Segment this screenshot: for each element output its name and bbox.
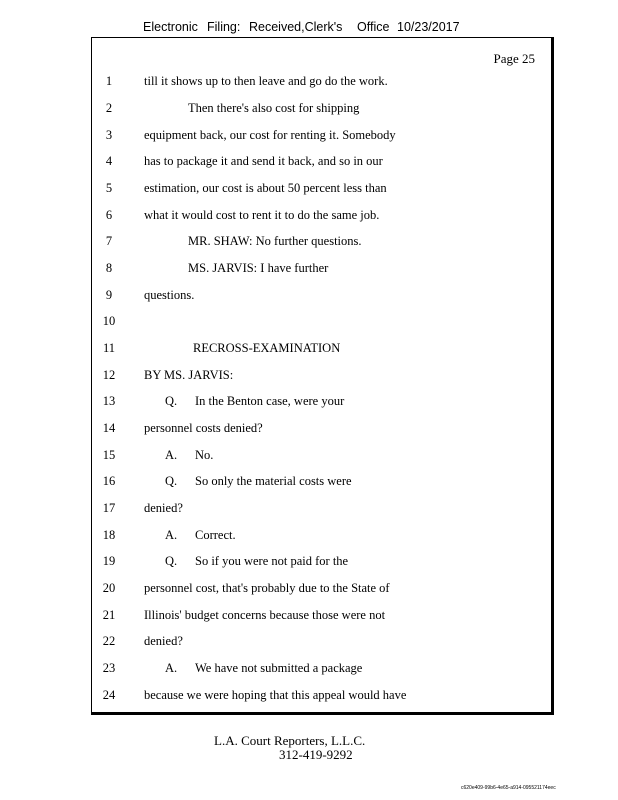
transcript-line: denied? <box>144 634 183 648</box>
line-number: 10 <box>102 314 116 328</box>
line-number: 11 <box>102 341 116 355</box>
qa-text: We have not submitted a package <box>195 661 363 675</box>
line-number: 23 <box>102 661 116 675</box>
qa-text: So if you were not paid for the <box>195 554 349 568</box>
answer-line <box>165 448 213 463</box>
line-number: 1 <box>105 74 113 88</box>
section-heading: RECROSS-EXAMINATION <box>193 341 341 355</box>
qa-marker: A. <box>165 448 178 462</box>
line-number: 2 <box>105 101 113 115</box>
line-number: 4 <box>105 154 113 168</box>
qa-text: So only the material costs were <box>195 474 352 488</box>
line-number: 8 <box>105 261 113 275</box>
transcript-line: BY MS. JARVIS: <box>144 368 234 382</box>
qa-marker: A. <box>165 528 178 542</box>
qa-marker: A. <box>165 661 178 675</box>
transcript-line: denied? <box>144 501 183 515</box>
qa-marker: Q. <box>165 394 178 408</box>
qa-text: Correct. <box>195 528 236 542</box>
reporter-name: L.A. Court Reporters, L.L.C. <box>214 733 366 748</box>
transcript-line: has to package it and send it back, and so in our <box>144 154 383 168</box>
transcript-line: equipment back, our cost for renting it. Somebody <box>144 128 396 142</box>
header-office: Office <box>357 20 390 34</box>
question-line <box>165 554 348 569</box>
line-number: 16 <box>102 474 116 488</box>
transcript-line: what it would cost to rent it to do the same job. <box>144 208 380 222</box>
header-filing: Filing: <box>207 20 241 34</box>
line-number: 6 <box>105 208 113 222</box>
transcript-line: MS. JARVIS: I have further <box>188 261 329 275</box>
line-number: 15 <box>102 448 116 462</box>
qa-text: In the Benton case, were your <box>195 394 345 408</box>
answer-line <box>165 528 236 543</box>
transcript-line: estimation, our cost is about 50 percent less than <box>144 181 387 195</box>
transcript-line: Then there's also cost for shipping <box>188 101 360 115</box>
line-number: 20 <box>102 581 116 595</box>
header-received-clerks: Received,Clerk's <box>249 20 343 34</box>
qa-marker: Q. <box>165 474 178 488</box>
transcript-line: because we were hoping that this appeal would have <box>144 688 407 702</box>
line-number: 18 <box>102 528 116 542</box>
question-line <box>165 394 344 409</box>
line-number: 19 <box>102 554 116 568</box>
line-number: 14 <box>102 421 116 435</box>
qa-marker: Q. <box>165 554 178 568</box>
transcript-line: MR. SHAW: No further questions. <box>188 234 362 248</box>
transcript-line: personnel costs denied? <box>144 421 263 435</box>
line-number: 17 <box>102 501 116 515</box>
line-number: 21 <box>102 608 116 622</box>
qa-text: No. <box>195 448 214 462</box>
line-number: 7 <box>105 234 113 248</box>
transcript-line: questions. <box>144 288 195 302</box>
transcript-line: personnel cost, that's probably due to the State of <box>144 581 390 595</box>
line-number: 22 <box>102 634 116 648</box>
page-number: Page 25 <box>493 51 535 66</box>
document-hash: c620e409-99b6-4e65-a914-095521174eec <box>461 785 556 791</box>
question-line <box>165 474 352 489</box>
line-number: 24 <box>102 688 116 702</box>
reporter-phone: 312-419-9292 <box>279 747 353 762</box>
line-number: 13 <box>102 394 116 408</box>
answer-line <box>165 661 362 676</box>
line-number: 12 <box>102 368 116 382</box>
line-number: 5 <box>105 181 113 195</box>
transcript-line: Illinois' budget concerns because those were not <box>144 608 386 622</box>
filing-header <box>0 20 618 36</box>
header-date: 10/23/2017 <box>397 20 460 34</box>
transcript-page <box>91 37 554 715</box>
line-number: 9 <box>105 288 113 302</box>
line-number: 3 <box>105 128 113 142</box>
header-electronic: Electronic <box>143 20 198 34</box>
transcript-line: till it shows up to then leave and go do the work. <box>144 74 388 88</box>
